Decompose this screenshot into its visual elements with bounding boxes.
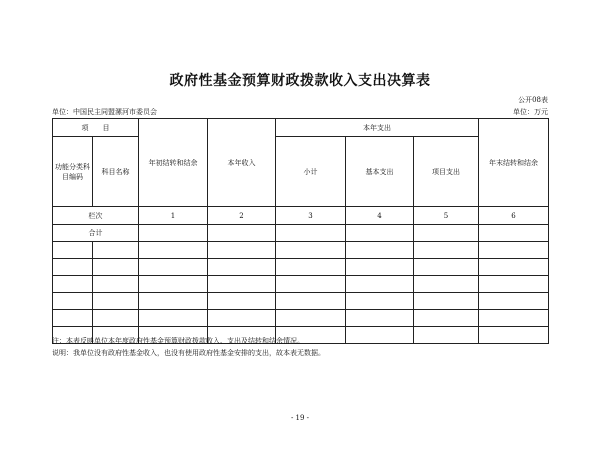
index-col-3: 3 [276, 207, 346, 225]
header-basic-expenditure: 基本支出 [346, 137, 414, 207]
header-project-expenditure: 项目支出 [414, 137, 479, 207]
table-cell [93, 242, 139, 259]
table-row [53, 259, 549, 276]
table-cell [276, 225, 346, 242]
table-cell [346, 293, 414, 310]
header-row-1 [53, 119, 549, 137]
table-cell [479, 276, 549, 293]
table-cell [53, 293, 93, 310]
table-row [53, 276, 549, 293]
table-cell [139, 293, 208, 310]
header-row-2 [53, 137, 549, 207]
table-cell [346, 276, 414, 293]
header-ending-balance: 年末结转和结余 [479, 119, 549, 207]
header-current-income: 本年收入 [208, 119, 276, 207]
header-subtotal: 小计 [276, 137, 346, 207]
index-col-2: 2 [208, 207, 276, 225]
table-cell [139, 276, 208, 293]
page-number: - 19 - [290, 414, 310, 422]
table-cell [276, 259, 346, 276]
table-cell [139, 225, 208, 242]
table-cell [208, 225, 276, 242]
table-cell [346, 310, 414, 327]
table-row [53, 242, 549, 259]
table-cell [414, 327, 479, 344]
header-subject-name: 科目名称 [93, 137, 139, 207]
table-cell [93, 293, 139, 310]
table-cell [346, 327, 414, 344]
fund-budget-table [52, 118, 549, 344]
table-cell [414, 310, 479, 327]
index-col-6: 6 [479, 207, 549, 225]
header-current-expenditure: 本年支出 [276, 119, 479, 137]
table-cell [53, 242, 93, 259]
total-row [53, 225, 549, 242]
table-note: 注：本表反映单位本年度政府性基金预算财政拨款收入、支出及结转和结余情况。 [52, 337, 304, 345]
table-cell [346, 225, 414, 242]
index-row-label: 栏次 [53, 207, 139, 225]
currency-unit: 单位：万元 [513, 108, 548, 116]
header-beginning-balance: 年初结转和结余 [139, 119, 208, 207]
header-category-code: 功能分类科目编码 [53, 137, 93, 207]
form-code: 公开08表 [518, 96, 548, 104]
table-cell [346, 242, 414, 259]
table-cell [53, 259, 93, 276]
table-cell [276, 276, 346, 293]
total-row-label: 合计 [53, 225, 139, 242]
table-cell [208, 276, 276, 293]
index-row [53, 207, 549, 225]
table-cell [208, 310, 276, 327]
table-row [53, 293, 549, 310]
table-cell [479, 293, 549, 310]
table-cell [139, 242, 208, 259]
table-cell [53, 310, 93, 327]
table-cell [479, 259, 549, 276]
table-cell [276, 293, 346, 310]
table-cell [93, 310, 139, 327]
table-cell [93, 259, 139, 276]
table-cell [479, 242, 549, 259]
table-explanation: 说明：我单位没有政府性基金收入，也没有使用政府性基金安排的支出，故本表无数据。 [52, 349, 325, 357]
table-cell [93, 276, 139, 293]
index-col-5: 5 [414, 207, 479, 225]
table-cell [208, 259, 276, 276]
table-cell [414, 259, 479, 276]
table-cell [139, 310, 208, 327]
table-cell [346, 259, 414, 276]
header-item: 项 目 [53, 119, 139, 137]
table-cell [479, 225, 549, 242]
table-cell [53, 276, 93, 293]
index-col-1: 1 [139, 207, 208, 225]
table-cell [479, 310, 549, 327]
table-cell [479, 327, 549, 344]
document-title: 政府性基金预算财政拨款收入支出决算表 [169, 73, 431, 89]
table-cell [414, 225, 479, 242]
table-row [53, 310, 549, 327]
table-cell [414, 293, 479, 310]
table-cell [276, 242, 346, 259]
index-col-4: 4 [346, 207, 414, 225]
table-cell [208, 242, 276, 259]
reporting-unit: 单位：中国民主同盟漯河市委员会 [52, 108, 157, 116]
table-cell [208, 293, 276, 310]
table-cell [139, 259, 208, 276]
table-cell [276, 310, 346, 327]
table-cell [414, 242, 479, 259]
table-cell [414, 276, 479, 293]
